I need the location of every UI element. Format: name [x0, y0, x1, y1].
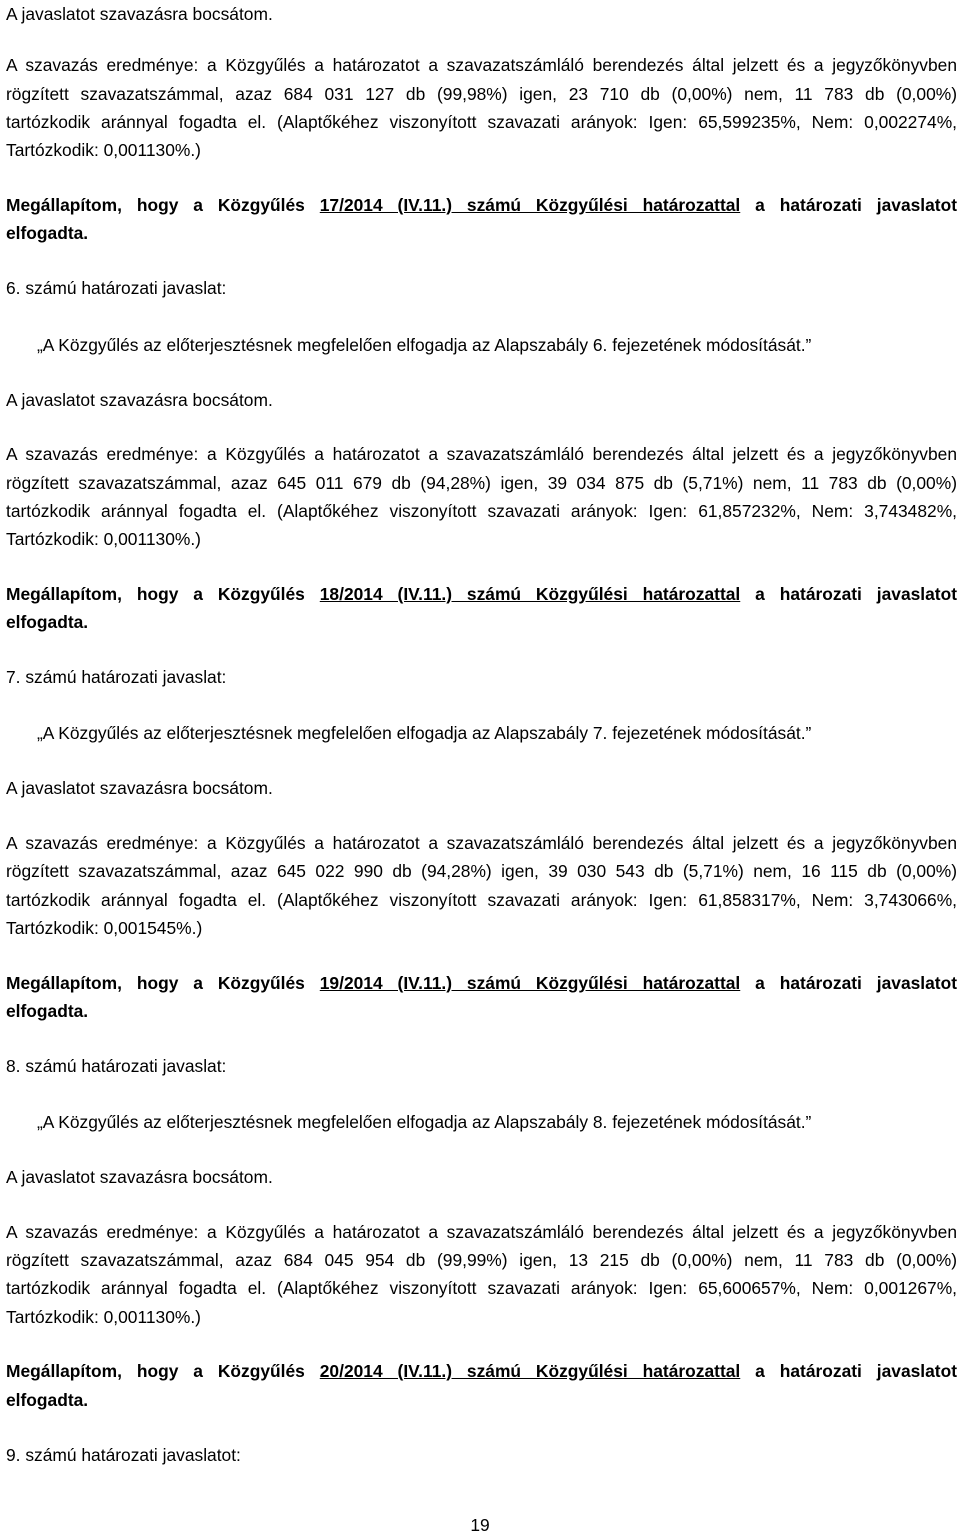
- declaration-prefix: Megállapítom, hogy a Közgyűlés: [6, 973, 320, 993]
- resolution-reference: 19/2014 (IV.11.) számú Közgyűlési határozattal: [319, 973, 741, 993]
- declaration-suffix: a határozati javaslatot: [740, 584, 958, 604]
- vote-result-line: rögzített szavazatszámmal, azaz 645 022 990 db (94,28%) igen, 39 030 543 db (5,71%) nem, 16 115 db (0,00%): [6, 861, 957, 881]
- resolution-reference: 20/2014 (IV.11.) számú Közgyűlési határozattal: [319, 1361, 741, 1381]
- declaration-suffix: a határozati javaslatot: [740, 1361, 958, 1381]
- vote-result-line: tartózkodik aránnyal fogadta el. (Alaptőkéhez viszonyított szavazati arányok: Igen: 61,858317%, Nem: 3,743066%,: [6, 890, 957, 910]
- vote-result-line: Tartózkodik: 0,001130%.): [6, 1307, 201, 1327]
- vote-result-line: A szavazás eredménye: a Közgyűlés a határozatot a szavazatszámláló berendezés által jelzett és a jegyzőkönyvben: [6, 444, 957, 464]
- resolution-declaration: [6, 969, 957, 998]
- vote-submitted-text: A javaslatot szavazásra bocsátom.: [6, 1167, 273, 1187]
- resolution-declaration-end: elfogadta.: [6, 612, 89, 632]
- resolution-declaration-end: elfogadta.: [6, 1390, 89, 1410]
- declaration-prefix: Megállapítom, hogy a Közgyűlés: [6, 1361, 320, 1381]
- vote-result-line: Tartózkodik: 0,001545%.): [6, 918, 203, 938]
- vote-result-line: tartózkodik aránnyal fogadta el. (Alaptőkéhez viszonyított szavazati arányok: Igen: 65,600657%, Nem: 0,001267%,: [6, 1278, 957, 1298]
- vote-result-line: A szavazás eredménye: a Közgyűlés a határozatot a szavazatszámláló berendezés által jelzett és a jegyzőkönyvben: [6, 833, 957, 853]
- resolution-declaration: [6, 1357, 957, 1386]
- proposal-quote: „A Közgyűlés az előterjesztésnek megfelelően elfogadja az Alapszabály 6. fejezetének módosítását.”: [37, 335, 812, 355]
- vote-result-line: rögzített szavazatszámmal, azaz 684 031 127 db (99,98%) igen, 23 710 db (0,00%) nem, 11 783 db (0,00%): [6, 84, 957, 104]
- vote-submitted-text: A javaslatot szavazásra bocsátom.: [6, 4, 273, 24]
- resolution-declaration: [6, 580, 957, 609]
- resolution-declaration-end: elfogadta.: [6, 1001, 89, 1021]
- resolution-declaration: [6, 191, 957, 220]
- declaration-suffix: a határozati javaslatot: [740, 973, 958, 993]
- vote-result-line: tartózkodik aránnyal fogadta el. (Alaptőkéhez viszonyított szavazati arányok: Igen: 61,857232%, Nem: 3,743482%,: [6, 501, 957, 521]
- vote-result-line: rögzített szavazatszámmal, azaz 645 011 679 db (94,28%) igen, 39 034 875 db (5,71%) nem, 11 783 db (0,00%): [6, 473, 957, 493]
- proposal-heading: 8. számú határozati javaslat:: [6, 1056, 227, 1076]
- vote-result-line: Tartózkodik: 0,001130%.): [6, 140, 201, 160]
- declaration-prefix: Megállapítom, hogy a Közgyűlés: [6, 584, 320, 604]
- page-number: 19: [470, 1515, 490, 1535]
- proposal-quote: „A Közgyűlés az előterjesztésnek megfelelően elfogadja az Alapszabály 7. fejezetének módosítását.”: [37, 723, 812, 743]
- proposal-quote: „A Közgyűlés az előterjesztésnek megfelelően elfogadja az Alapszabály 8. fejezetének módosítását.”: [37, 1112, 812, 1132]
- proposal-heading: 6. számú határozati javaslat:: [6, 278, 227, 298]
- vote-result-line: Tartózkodik: 0,001130%.): [6, 529, 201, 549]
- declaration-prefix: Megállapítom, hogy a Közgyűlés: [6, 195, 320, 215]
- resolution-declaration-end: elfogadta.: [6, 223, 89, 243]
- vote-result-line: A szavazás eredménye: a Közgyűlés a határozatot a szavazatszámláló berendezés által jelzett és a jegyzőkönyvben: [6, 1222, 957, 1242]
- proposal-heading: 9. számú határozati javaslatot:: [6, 1445, 241, 1465]
- vote-submitted-text: A javaslatot szavazásra bocsátom.: [6, 390, 273, 410]
- vote-submitted-text: A javaslatot szavazásra bocsátom.: [6, 778, 273, 798]
- declaration-suffix: a határozati javaslatot: [740, 195, 958, 215]
- proposal-heading: 7. számú határozati javaslat:: [6, 667, 227, 687]
- vote-result-line: rögzített szavazatszámmal, azaz 684 045 954 db (99,99%) igen, 13 215 db (0,00%) nem, 11 783 db (0,00%): [6, 1250, 957, 1270]
- vote-result-line: tartózkodik aránnyal fogadta el. (Alaptőkéhez viszonyított szavazati arányok: Igen: 65,599235%, Nem: 0,002274%,: [6, 112, 957, 132]
- vote-result-line: A szavazás eredménye: a Közgyűlés a határozatot a szavazatszámláló berendezés által jelzett és a jegyzőkönyvben: [6, 55, 957, 75]
- resolution-reference: 18/2014 (IV.11.) számú Közgyűlési határozattal: [319, 584, 741, 604]
- resolution-reference: 17/2014 (IV.11.) számú Közgyűlési határozattal: [319, 195, 741, 215]
